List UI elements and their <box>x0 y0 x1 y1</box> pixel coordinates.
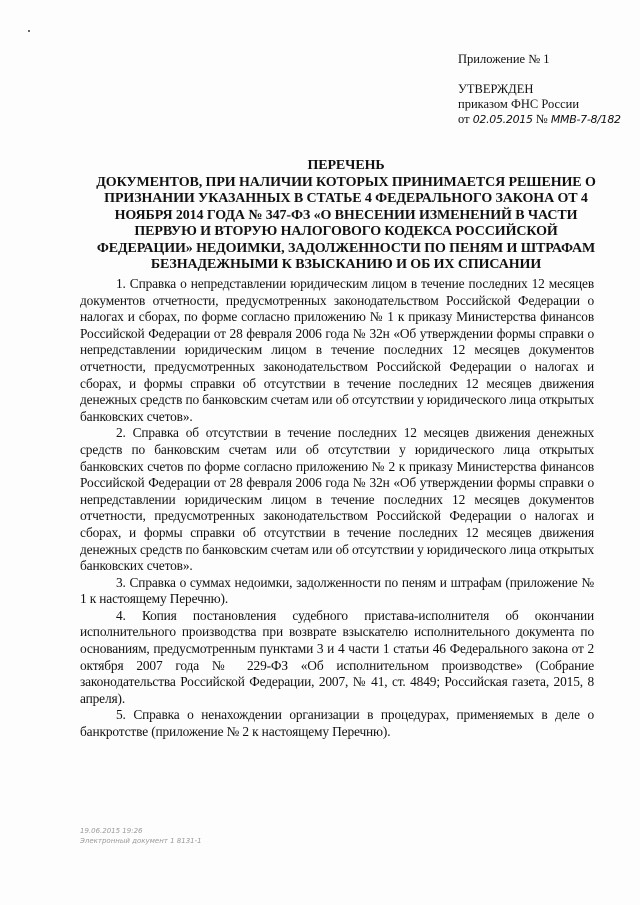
footer-doc-id: Электронный документ 1 8131-1 <box>80 837 202 845</box>
list-item: 4. Копия постановления судебного пристава-исполнителя об окончании исполнительного производства при возврате взыскателю исполнительного документа по основаниям, предусмотренным пунктами 3 и 4 части 1 статьи 46 Федерального закона от 2 октября 2007 года № 229-ФЗ «Об исполнительном производстве» (Собрание законодательства Российской Федерации, 2007, № 41, ст. 4849; Российская газета, 2015, 8 апреля). <box>80 607 594 706</box>
handwritten-date: 02.05.2015 <box>472 113 533 126</box>
list-item: 5. Справка о ненахождении организации в процедурах, применяемых в деле о банкротстве (приложение № 2 к настоящему Перечню). <box>80 707 594 740</box>
list-item: 1. Справка о непредставлении юридическим лицом в течение последних 12 месяцев документов отчетности, предусмотренных законодательством Российской Федерации о налогах и сборах, по форме согласно приложению № 1 к приказу Министерства финансов Российской Федерации от 28 февраля 2006 года № 32н «Об утверждении формы справки о непредставлении юридическим лицом в течение последних 12 месяцев документов отчетности, предусмотренных законодательством Российской Федерации о налогах и сборах, и формы справки об отсутствии в течение последних 12 месяцев движения денежных средств по банковским счетам или об отсутствии у юридического лица открытых банковских счетов». <box>80 276 594 424</box>
approval-header <box>458 52 621 127</box>
scan-speck <box>28 30 30 32</box>
list-item: 3. Справка о суммах недоимки, задолженности по пеням и штрафам (приложение № 1 к настоящему Перечню). <box>80 574 594 607</box>
order-label: приказом ФНС России <box>458 97 580 111</box>
handwritten-number: ММВ-7-8/182 <box>550 113 621 126</box>
document-title <box>96 158 596 274</box>
electronic-stamp-footer <box>80 826 202 846</box>
list-item: 2. Справка об отсутствии в течение последних 12 месяцев движения денежных средств по банковским счетам или об отсутствии у юридического лица открытых банковских счетов по форме согласно приложению № 2 к приказу Министерства финансов Российской Федерации от 28 февраля 2006 года № 32н «Об утверждении формы справки о непредставлении юридическим лицом в течение последних 12 месяцев документов отчетности, предусмотренных законодательством Российской Федерации о налогах и сборах, и формы справки об отсутствии в течение последних 12 месяцев движения денежных средств по банковским счетам или об отсутствии у юридического лица открытых банковских счетов». <box>80 425 594 574</box>
document-body <box>80 276 594 741</box>
approved-label: УТВЕРЖДЕН <box>458 82 534 96</box>
date-prefix: от <box>458 112 470 126</box>
title-heading: ПЕРЕЧЕНЬ <box>307 158 385 173</box>
order-date-line <box>458 112 621 127</box>
footer-timestamp: 19.06.2015 19:26 <box>80 827 143 835</box>
number-prefix: № <box>535 112 548 126</box>
title-subheading: ДОКУМЕНТОВ, ПРИ НАЛИЧИИ КОТОРЫХ ПРИНИМАЕТСЯ РЕШЕНИЕ О ПРИЗНАНИИ УКАЗАННЫХ В СТАТЬЕ 4 ФЕДЕРАЛЬНОГО ЗАКОНА ОТ 4 НОЯБРЯ 2014 ГОДА № 347-ФЗ «О ВНЕСЕНИИ ИЗМЕНЕНИЙ В ЧАСТИ ПЕРВУЮ И ВТОРУЮ НАЛОГОВОГО КОДЕКСА РОССИЙСКОЙ ФЕДЕРАЦИИ» НЕДОИМКИ, ЗАДОЛЖЕННОСТИ ПО ПЕНЯМ И ШТРАФАМ БЕЗНАДЕЖНЫМИ К ВЗЫСКАНИЮ И ОБ ИХ СПИСАНИИ <box>96 174 596 272</box>
appendix-label: Приложение № 1 <box>458 52 550 66</box>
